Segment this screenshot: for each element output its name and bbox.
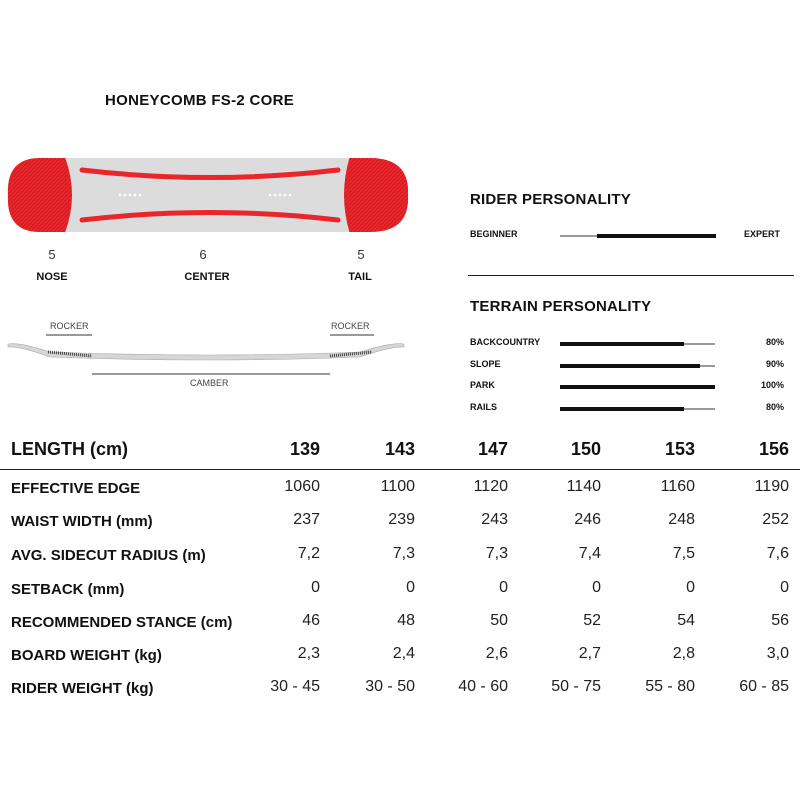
length-value: 147 [477,439,508,459]
table-cell: 54 [677,612,695,629]
section-divider [468,275,794,276]
table-cell: 0 [686,579,695,596]
board-profile [0,330,420,380]
rocker-label-left: ROCKER [50,321,89,331]
terrain-label-backcountry: BACKCOUNTRY [470,337,541,347]
table-cell: 0 [311,579,320,596]
table-cell: 239 [388,511,415,528]
table-header-divider [0,469,800,470]
nose-hatch [0,150,72,240]
table-cell: 7,2 [297,545,320,562]
flex-value-nose: 5 [48,247,56,262]
table-cell: 40 - 60 [458,678,508,695]
tail-hatch [344,150,420,240]
rider-personality-title: RIDER PERSONALITY [470,191,631,208]
table-cell: 0 [780,579,789,596]
rider-level-bar-fill [560,234,716,238]
snowboard-top-view [0,150,420,240]
terrain-bar-backcountry [560,343,715,345]
table-cell: 1160 [660,478,695,495]
table-cell: 252 [762,511,789,528]
table-cell: 1190 [754,478,789,495]
table-row-label: SETBACK (mm) [11,581,125,598]
terrain-percent-backcountry: 80% [765,337,784,347]
table-cell: 7,4 [578,545,601,562]
rider-level-right: EXPERT [744,229,781,239]
terrain-bar-fill [560,407,684,411]
table-cell: 0 [406,579,415,596]
terrain-percent-slope: 90% [765,359,784,369]
table-cell: 248 [668,511,695,528]
table-cell: 60 - 85 [739,678,789,695]
terrain-percent-rails: 80% [765,402,784,412]
table-cell: 2,6 [485,645,508,662]
rider-level-bar [560,235,716,237]
table-cell: 1120 [473,478,508,495]
flex-label-tail: TAIL [348,271,372,283]
table-cell: 7,6 [766,545,789,562]
flex-value-tail: 5 [357,247,365,262]
terrain-bar-park [560,386,715,388]
table-cell: 237 [293,511,320,528]
length-value: 156 [758,439,789,459]
terrain-label-park: PARK [470,380,495,390]
table-cell: 56 [771,612,789,629]
table-row-label: WAIST WIDTH (mm) [11,513,153,530]
terrain-bar-rails [560,408,715,410]
flex-value-center: 6 [199,247,207,262]
terrain-label-rails: RAILS [470,402,497,412]
terrain-bar-slope [560,365,715,367]
table-cell: 50 - 75 [551,678,601,695]
table-header-label: LENGTH (cm) [11,439,128,459]
table-cell: 2,3 [297,645,320,662]
table-cell: 2,7 [578,645,601,662]
core-title: HONEYCOMB FS-2 CORE [105,92,295,109]
flex-label-nose: NOSE [36,271,68,283]
camber-label: CAMBER [190,378,229,388]
table-cell: 48 [397,612,415,629]
table-cell: 2,4 [392,645,415,662]
terrain-bar-fill [560,385,715,389]
table-cell: 3,0 [766,645,789,662]
table-row-label: AVG. SIDECUT RADIUS (m) [11,547,206,564]
table-cell: 1140 [566,478,601,495]
length-value: 143 [384,439,415,459]
length-value: 139 [289,439,320,459]
table-cell: 7,5 [672,545,695,562]
rocker-label-right: ROCKER [331,321,370,331]
table-cell: 0 [592,579,601,596]
terrain-bar-fill [560,364,700,368]
table-cell: 30 - 50 [365,678,415,695]
rider-level-left: BEGINNER [470,229,518,239]
terrain-bar-fill [560,342,684,346]
table-row-label: BOARD WEIGHT (kg) [11,647,162,664]
table-cell: 46 [302,612,320,629]
table-cell: 50 [490,612,508,629]
table-row-label: RECOMMENDED STANCE (cm) [11,614,233,631]
table-row-label: EFFECTIVE EDGE [11,480,141,497]
table-cell: 246 [574,511,601,528]
table-cell: 55 - 80 [645,678,695,695]
profile-curve [8,344,404,360]
flex-label-center: CENTER [184,271,230,283]
table-cell: 1100 [380,478,415,495]
table-cell: 2,8 [672,645,695,662]
table-cell: 52 [583,612,601,629]
table-row-label: RIDER WEIGHT (kg) [11,680,154,697]
terrain-label-slope: SLOPE [470,359,501,369]
length-value: 153 [664,439,695,459]
terrain-personality-title: TERRAIN PERSONALITY [470,298,652,315]
table-cell: 243 [481,511,508,528]
table-cell: 1060 [284,478,320,495]
terrain-percent-park: 100% [760,380,784,390]
table-cell: 30 - 45 [270,678,320,695]
table-cell: 0 [499,579,508,596]
table-cell: 7,3 [485,545,508,562]
table-cell: 7,3 [392,545,415,562]
length-value: 150 [570,439,601,459]
